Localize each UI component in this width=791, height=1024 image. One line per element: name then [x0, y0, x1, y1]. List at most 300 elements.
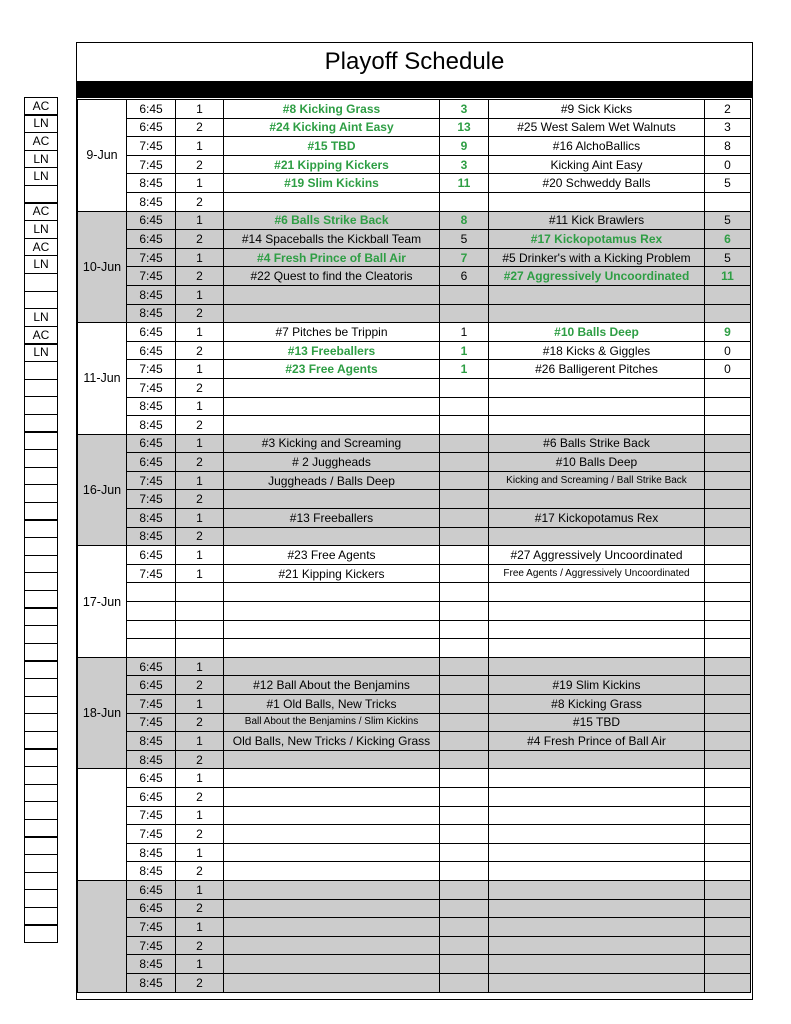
conference-tag [24, 379, 58, 398]
time-cell: 8:45 [127, 174, 176, 193]
score2-cell: 9 [705, 323, 751, 342]
field-cell: 2 [176, 378, 224, 397]
conference-tag [24, 819, 58, 838]
score2-cell [705, 769, 751, 788]
team1-cell: #12 Ball About the Benjamins [224, 676, 440, 695]
score2-cell [705, 304, 751, 323]
time-cell: 7:45 [127, 137, 176, 156]
table-row [78, 769, 751, 788]
team2-cell [489, 639, 705, 658]
score2-cell [705, 973, 751, 992]
team1-cell: Ball About the Benjamins / Slim Kickins [224, 713, 440, 732]
field-cell: 1 [176, 806, 224, 825]
team1-cell: Old Balls, New Tricks / Kicking Grass [224, 732, 440, 751]
table-row [78, 453, 751, 472]
field-cell: 1 [176, 137, 224, 156]
score2-cell [705, 527, 751, 546]
score2-cell [705, 546, 751, 565]
time-cell: 7:45 [127, 918, 176, 937]
time-cell: 6:45 [127, 676, 176, 695]
time-cell: 7:45 [127, 806, 176, 825]
conference-tag [24, 431, 58, 450]
field-cell: 2 [176, 713, 224, 732]
time-cell: 8:45 [127, 973, 176, 992]
score2-cell: 5 [705, 211, 751, 230]
team1-cell [224, 750, 440, 769]
team2-cell: #6 Balls Strike Back [489, 434, 705, 453]
team2-cell: Kicking Aint Easy [489, 155, 705, 174]
team1-cell [224, 657, 440, 676]
conference-tag: LN [24, 150, 58, 169]
conference-tag: AC [24, 326, 58, 345]
table-row [78, 285, 751, 304]
field-cell: 1 [176, 285, 224, 304]
date-cell [78, 769, 127, 881]
team1-cell [224, 285, 440, 304]
team2-cell [489, 936, 705, 955]
score2-cell [705, 676, 751, 695]
field-cell: 2 [176, 899, 224, 918]
score1-cell [440, 285, 489, 304]
score2-cell [705, 750, 751, 769]
field-cell: 2 [176, 862, 224, 881]
score2-cell [705, 695, 751, 714]
table-row [78, 899, 751, 918]
team2-cell [489, 657, 705, 676]
conference-tag [24, 625, 58, 644]
team1-cell: # 2 Juggheads [224, 453, 440, 472]
score1-cell [440, 304, 489, 323]
team1-cell [224, 862, 440, 881]
conference-tag [24, 537, 58, 556]
table-row [78, 713, 751, 732]
time-cell: 6:45 [127, 769, 176, 788]
score1-cell: 1 [440, 323, 489, 342]
time-cell: 7:45 [127, 248, 176, 267]
team2-cell: #19 Slim Kickins [489, 676, 705, 695]
score1-cell [440, 657, 489, 676]
score1-cell [440, 899, 489, 918]
field-cell: 1 [176, 695, 224, 714]
field-cell: 1 [176, 509, 224, 528]
team2-cell [489, 825, 705, 844]
table-row [78, 732, 751, 751]
score1-cell [440, 769, 489, 788]
conference-tag: LN [24, 343, 58, 362]
score1-cell [440, 564, 489, 583]
date-cell: 18-Jun [78, 657, 127, 769]
field-cell: 1 [176, 360, 224, 379]
field-cell: 2 [176, 973, 224, 992]
time-cell: 6:45 [127, 118, 176, 137]
conference-tag [24, 273, 58, 292]
schedule-table [77, 99, 751, 993]
conference-tag [24, 502, 58, 521]
conference-tag [24, 396, 58, 415]
team2-cell [489, 620, 705, 639]
field-cell: 1 [176, 174, 224, 193]
score1-cell [440, 732, 489, 751]
field-cell [176, 620, 224, 639]
time-cell: 7:45 [127, 490, 176, 509]
conference-tag: AC [24, 132, 58, 151]
team1-cell [224, 490, 440, 509]
field-cell: 1 [176, 769, 224, 788]
team1-cell [224, 880, 440, 899]
conference-tag [24, 731, 58, 750]
field-cell: 1 [176, 880, 224, 899]
team1-cell [224, 787, 440, 806]
score1-cell [440, 546, 489, 565]
team2-cell [489, 862, 705, 881]
team1-cell: #22 Quest to find the Cleatoris [224, 267, 440, 286]
header-bar [77, 81, 752, 98]
table-row [78, 546, 751, 565]
team1-cell: #6 Balls Strike Back [224, 211, 440, 230]
time-cell: 6:45 [127, 100, 176, 119]
team2-cell [489, 602, 705, 621]
table-row [78, 211, 751, 230]
score1-cell [440, 750, 489, 769]
team2-cell: #4 Fresh Prince of Ball Air [489, 732, 705, 751]
score2-cell: 0 [705, 155, 751, 174]
time-cell [127, 639, 176, 658]
field-cell: 1 [176, 471, 224, 490]
table-row [78, 880, 751, 899]
score2-cell [705, 657, 751, 676]
team2-cell: #15 TBD [489, 713, 705, 732]
team1-cell [224, 304, 440, 323]
time-cell: 8:45 [127, 955, 176, 974]
score1-cell [440, 434, 489, 453]
team2-cell: #8 Kicking Grass [489, 695, 705, 714]
score2-cell [705, 732, 751, 751]
conference-tag [24, 643, 58, 662]
field-cell: 2 [176, 416, 224, 435]
conference-tag [24, 185, 58, 204]
score2-cell [705, 416, 751, 435]
conference-tag [24, 748, 58, 767]
field-cell: 2 [176, 155, 224, 174]
conference-tag: LN [24, 167, 58, 186]
score2-cell [705, 787, 751, 806]
table-row [78, 936, 751, 955]
field-cell [176, 639, 224, 658]
score2-cell: 8 [705, 137, 751, 156]
score1-cell [440, 509, 489, 528]
time-cell: 6:45 [127, 211, 176, 230]
team2-cell: #25 West Salem Wet Walnuts [489, 118, 705, 137]
score2-cell [705, 471, 751, 490]
conference-tag: LN [24, 220, 58, 239]
field-cell: 1 [176, 843, 224, 862]
time-cell: 6:45 [127, 323, 176, 342]
team1-cell [224, 192, 440, 211]
table-row [78, 750, 751, 769]
field-cell: 1 [176, 397, 224, 416]
team1-cell: #14 Spaceballs the Kickball Team [224, 230, 440, 249]
conference-tag [24, 590, 58, 609]
table-row [78, 806, 751, 825]
team2-cell [489, 583, 705, 602]
table-row [78, 137, 751, 156]
conference-tag [24, 291, 58, 310]
score1-cell [440, 490, 489, 509]
team1-cell: #15 TBD [224, 137, 440, 156]
conference-tag [24, 414, 58, 433]
conference-tag [24, 361, 58, 380]
time-cell: 8:45 [127, 750, 176, 769]
team2-cell [489, 192, 705, 211]
score2-cell [705, 639, 751, 658]
table-row [78, 118, 751, 137]
team2-cell: #17 Kickopotamus Rex [489, 509, 705, 528]
conference-tag [24, 924, 58, 943]
score2-cell [705, 806, 751, 825]
time-cell [127, 620, 176, 639]
table-row [78, 564, 751, 583]
team1-cell: #23 Free Agents [224, 360, 440, 379]
conference-tag [24, 696, 58, 715]
time-cell: 7:45 [127, 267, 176, 286]
team2-cell: #10 Balls Deep [489, 453, 705, 472]
score1-cell [440, 806, 489, 825]
conference-tag: LN [24, 255, 58, 274]
time-cell: 7:45 [127, 825, 176, 844]
team2-cell [489, 750, 705, 769]
score2-cell [705, 713, 751, 732]
team1-cell [224, 955, 440, 974]
table-row [78, 583, 751, 602]
team1-cell [224, 416, 440, 435]
field-cell: 1 [176, 211, 224, 230]
score1-cell [440, 527, 489, 546]
field-cell: 2 [176, 453, 224, 472]
table-row [78, 639, 751, 658]
score2-cell [705, 434, 751, 453]
date-cell: 11-Jun [78, 323, 127, 435]
conference-tag: LN [24, 114, 58, 133]
team2-cell [489, 490, 705, 509]
score2-cell [705, 509, 751, 528]
field-cell: 1 [176, 323, 224, 342]
score2-cell: 0 [705, 360, 751, 379]
table-row [78, 434, 751, 453]
score2-cell: 5 [705, 174, 751, 193]
team2-cell [489, 769, 705, 788]
team1-cell: #19 Slim Kickins [224, 174, 440, 193]
conference-tag [24, 889, 58, 908]
field-cell: 2 [176, 118, 224, 137]
score1-cell [440, 639, 489, 658]
time-cell: 7:45 [127, 360, 176, 379]
table-row [78, 341, 751, 360]
score1-cell [440, 416, 489, 435]
field-cell: 2 [176, 341, 224, 360]
conference-tag [24, 713, 58, 732]
score2-cell: 11 [705, 267, 751, 286]
table-row [78, 695, 751, 714]
time-cell [127, 583, 176, 602]
field-cell: 1 [176, 434, 224, 453]
team2-cell: #10 Balls Deep [489, 323, 705, 342]
field-cell: 2 [176, 230, 224, 249]
conference-tag [24, 555, 58, 574]
score1-cell [440, 955, 489, 974]
table-row [78, 602, 751, 621]
table-row [78, 248, 751, 267]
time-cell: 6:45 [127, 230, 176, 249]
score1-cell [440, 843, 489, 862]
team1-cell: Juggheads / Balls Deep [224, 471, 440, 490]
team1-cell [224, 620, 440, 639]
score1-cell [440, 713, 489, 732]
field-cell: 2 [176, 304, 224, 323]
team2-cell [489, 304, 705, 323]
team2-cell: #16 AlchoBallics [489, 137, 705, 156]
team2-cell: #20 Schweddy Balls [489, 174, 705, 193]
table-row [78, 100, 751, 119]
team1-cell: #23 Free Agents [224, 546, 440, 565]
score2-cell [705, 397, 751, 416]
score1-cell [440, 787, 489, 806]
table-row [78, 230, 751, 249]
page-title: Playoff Schedule [324, 48, 505, 75]
score1-cell: 1 [440, 341, 489, 360]
table-row [78, 155, 751, 174]
score1-cell: 1 [440, 360, 489, 379]
team1-cell [224, 899, 440, 918]
team1-cell [224, 806, 440, 825]
field-cell: 1 [176, 955, 224, 974]
table-row [78, 973, 751, 992]
score1-cell [440, 602, 489, 621]
table-row [78, 527, 751, 546]
score2-cell: 5 [705, 248, 751, 267]
time-cell: 8:45 [127, 527, 176, 546]
score1-cell [440, 695, 489, 714]
team2-cell: #9 Sick Kicks [489, 100, 705, 119]
score1-cell [440, 397, 489, 416]
time-cell: 7:45 [127, 471, 176, 490]
date-cell: 16-Jun [78, 434, 127, 546]
field-cell: 1 [176, 657, 224, 676]
score2-cell [705, 378, 751, 397]
time-cell: 8:45 [127, 397, 176, 416]
field-cell: 2 [176, 825, 224, 844]
team1-cell: #7 Pitches be Trippin [224, 323, 440, 342]
schedule-sheet [76, 42, 753, 1000]
conference-tag [24, 907, 58, 926]
time-cell: 6:45 [127, 787, 176, 806]
team1-cell: #8 Kicking Grass [224, 100, 440, 119]
team2-cell: #11 Kick Brawlers [489, 211, 705, 230]
team2-cell [489, 378, 705, 397]
time-cell: 7:45 [127, 713, 176, 732]
field-cell: 2 [176, 936, 224, 955]
team2-cell [489, 899, 705, 918]
time-cell: 6:45 [127, 434, 176, 453]
team2-cell [489, 918, 705, 937]
time-cell: 8:45 [127, 192, 176, 211]
date-cell [78, 880, 127, 992]
conference-tag [24, 572, 58, 591]
field-cell: 2 [176, 490, 224, 509]
score2-cell: 2 [705, 100, 751, 119]
field-cell: 1 [176, 732, 224, 751]
table-row [78, 471, 751, 490]
team1-cell [224, 397, 440, 416]
score1-cell: 8 [440, 211, 489, 230]
field-cell: 2 [176, 750, 224, 769]
score2-cell: 0 [705, 341, 751, 360]
team1-cell [224, 918, 440, 937]
score1-cell: 6 [440, 267, 489, 286]
time-cell: 6:45 [127, 546, 176, 565]
table-row [78, 787, 751, 806]
field-cell: 2 [176, 676, 224, 695]
team1-cell: #21 Kipping Kickers [224, 564, 440, 583]
score2-cell [705, 825, 751, 844]
table-row [78, 490, 751, 509]
team1-cell [224, 378, 440, 397]
team1-cell [224, 527, 440, 546]
score1-cell [440, 880, 489, 899]
date-cell: 10-Jun [78, 211, 127, 323]
field-cell: 2 [176, 787, 224, 806]
time-cell: 8:45 [127, 862, 176, 881]
score2-cell [705, 583, 751, 602]
score1-cell [440, 936, 489, 955]
field-cell: 2 [176, 192, 224, 211]
conference-tag [24, 784, 58, 803]
score1-cell [440, 378, 489, 397]
score1-cell [440, 973, 489, 992]
time-cell: 7:45 [127, 564, 176, 583]
conference-tag [24, 519, 58, 538]
score1-cell: 13 [440, 118, 489, 137]
score1-cell: 9 [440, 137, 489, 156]
team1-cell [224, 973, 440, 992]
time-cell: 7:45 [127, 695, 176, 714]
time-cell: 8:45 [127, 304, 176, 323]
field-cell: 1 [176, 564, 224, 583]
time-cell: 8:45 [127, 509, 176, 528]
team1-cell: #3 Kicking and Screaming [224, 434, 440, 453]
field-cell: 1 [176, 100, 224, 119]
score2-cell [705, 955, 751, 974]
team2-cell [489, 806, 705, 825]
team2-cell [489, 285, 705, 304]
score1-cell [440, 471, 489, 490]
team1-cell: #4 Fresh Prince of Ball Air [224, 248, 440, 267]
score1-cell: 7 [440, 248, 489, 267]
score2-cell [705, 862, 751, 881]
team1-cell [224, 583, 440, 602]
table-row [78, 620, 751, 639]
time-cell: 6:45 [127, 899, 176, 918]
time-cell: 8:45 [127, 732, 176, 751]
score1-cell [440, 583, 489, 602]
score2-cell [705, 564, 751, 583]
team1-cell: #13 Freeballers [224, 509, 440, 528]
conference-tag [24, 872, 58, 891]
conference-tag [24, 484, 58, 503]
team1-cell: #24 Kicking Aint Easy [224, 118, 440, 137]
score1-cell: 3 [440, 155, 489, 174]
date-cell: 9-Jun [78, 100, 127, 212]
field-cell [176, 583, 224, 602]
